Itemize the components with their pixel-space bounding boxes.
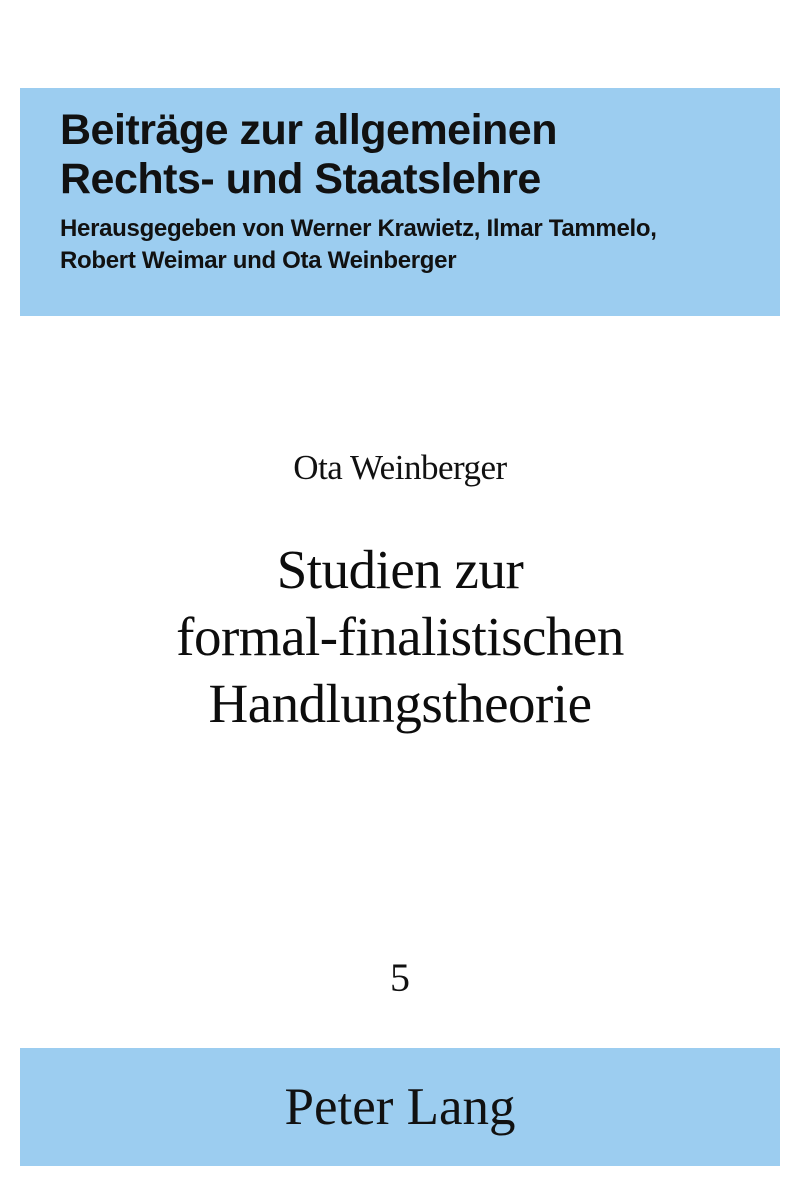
series-editors: [60, 213, 748, 277]
publisher-name: Peter Lang: [284, 1078, 516, 1136]
series-band: [20, 88, 780, 316]
cover-middle: [0, 316, 800, 1044]
series-editors-line-1: Herausgegeben von Werner Krawietz, Ilmar Tammelo,: [60, 215, 657, 242]
book-title: [0, 536, 800, 737]
volume-number: 5: [390, 955, 410, 1000]
series-title-line-1: Beiträge zur allgemeinen: [60, 106, 557, 154]
book-title-line-2: formal-finalistischen: [176, 606, 624, 667]
author-name: Ota Weinberger: [293, 448, 507, 487]
book-title-line-1: Studien zur: [276, 539, 524, 600]
publisher-band: [20, 1048, 780, 1166]
book-title-line-3: Handlungstheorie: [208, 673, 592, 734]
series-title-line-2: Rechts- und Staatslehre: [60, 155, 541, 203]
series-editors-line-2: Robert Weimar und Ota Weinberger: [60, 247, 457, 274]
